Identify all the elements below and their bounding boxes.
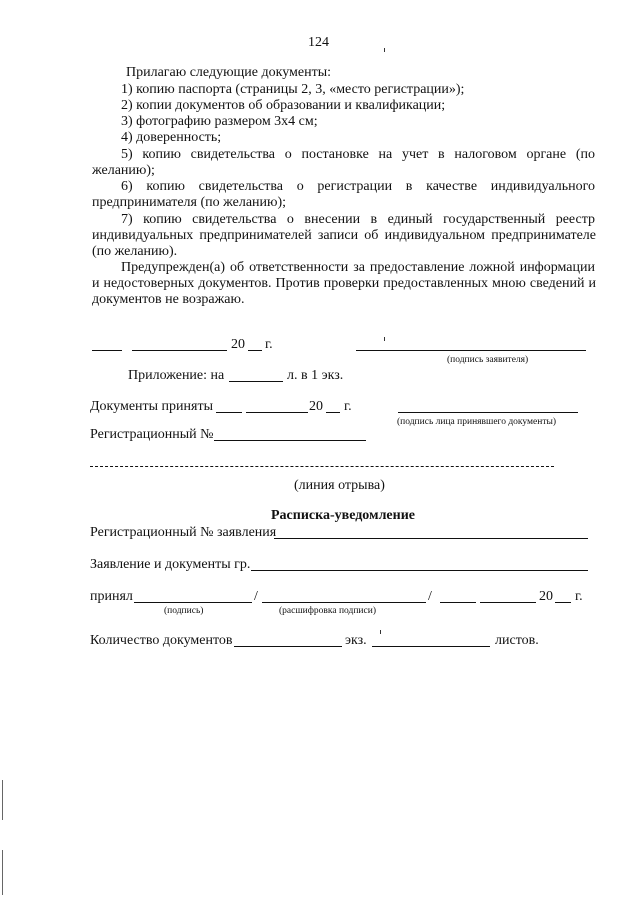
receipt-count-label: Количество документов (90, 633, 233, 648)
receipt-year-prefix: 20 (539, 589, 553, 604)
receipt-citizen-field[interactable] (251, 570, 588, 571)
doc-item-2: 2) копии документов об образовании и квалификации; (121, 98, 446, 113)
doc-item-7-line-2: индивидуальных предпринимателей записи об индивидуальном предпринимателе (92, 228, 596, 243)
docs-accepted-year-field[interactable] (326, 412, 340, 413)
receipt-year-suffix: г. (575, 589, 583, 604)
date-year-field[interactable] (248, 350, 262, 351)
receipt-month-field[interactable] (480, 602, 536, 603)
warning-line-1: Предупрежден(а) об ответственности за предоставление ложной информации (121, 260, 595, 275)
doc-item-7-line-3: (по желанию). (92, 244, 178, 259)
scan-edge-mark (2, 780, 3, 820)
scan-speck (384, 337, 385, 341)
attachment-suffix: л. в 1 экз. (287, 368, 344, 383)
doc-item-3: 3) фотографию размером 3х4 см; (121, 114, 318, 129)
warning-line-3: документов не возражаю. (92, 292, 245, 307)
reg-number-field[interactable] (214, 440, 366, 441)
receipt-statement-label: Заявление и документы гр. (90, 557, 251, 572)
receipt-sheets-label: листов. (495, 633, 539, 648)
receipt-year-field[interactable] (555, 602, 571, 603)
receipt-day-field[interactable] (440, 602, 476, 603)
applicant-signature-caption: (подпись заявителя) (447, 355, 529, 365)
warning-line-2: и недостоверных документов. Против проверки предоставленных мною сведений и (92, 276, 596, 291)
applicant-signature-field[interactable] (356, 350, 586, 351)
docs-accepted-label: Документы приняты (90, 399, 213, 414)
receipt-copies-count-field[interactable] (234, 646, 342, 647)
tear-line-label: (линия отрыва) (294, 478, 385, 493)
receiver-signature-caption: (подпись лица принявшего документы) (397, 417, 557, 427)
doc-item-6-line-1: 6) копию свидетельства о регистрации в качестве индивидуального (121, 179, 595, 194)
doc-item-4: 4) доверенность; (121, 130, 222, 145)
receipt-sheets-count-field[interactable] (372, 646, 490, 647)
scan-speck (384, 48, 385, 52)
receipt-signature-field[interactable] (134, 602, 252, 603)
doc-item-5-line-2: желанию); (92, 163, 155, 178)
receipt-copies-label: экз. (345, 633, 367, 648)
attachment-sheets-field[interactable] (229, 381, 283, 382)
tear-line (90, 466, 554, 467)
reg-number-label: Регистрационный № (90, 427, 214, 442)
receipt-reg-number-label: Регистрационный № заявления (90, 525, 277, 540)
receipt-slash-2: / (428, 589, 432, 604)
docs-accepted-year-prefix: 20 (309, 399, 323, 414)
intro-line: Прилагаю следующие документы: (126, 65, 332, 80)
receipt-decoding-caption: (расшифровка подписи) (279, 606, 376, 616)
date-year-prefix: 20 (231, 337, 245, 352)
doc-item-7-line-1: 7) копию свидетельства о внесении в единый государственный реестр (121, 212, 595, 227)
receiver-signature-field[interactable] (398, 412, 578, 413)
receipt-accepted-label: принял (90, 589, 133, 604)
attachment-label: Приложение: на (128, 368, 225, 383)
receipt-slash-1: / (254, 589, 258, 604)
docs-accepted-day-field[interactable] (216, 412, 242, 413)
docs-accepted-year-suffix: г. (344, 399, 352, 414)
doc-item-5-line-1: 5) копию свидетельства о постановке на учет в налоговом органе (по (121, 147, 595, 162)
receipt-reg-number-field[interactable] (274, 538, 588, 539)
docs-accepted-month-field[interactable] (246, 412, 308, 413)
date-day-field[interactable] (92, 350, 122, 351)
scan-edge-mark (2, 850, 3, 895)
page-number: 124 (308, 35, 329, 50)
doc-item-1: 1) копию паспорта (страницы 2, 3, «место регистрации»); (121, 82, 465, 97)
receipt-decoding-field[interactable] (262, 602, 426, 603)
receipt-title: Расписка-уведомление (271, 508, 415, 523)
receipt-signature-caption: (подпись) (164, 606, 204, 616)
doc-item-6-line-2: предпринимателя (по желанию); (92, 195, 287, 210)
date-month-field[interactable] (132, 350, 227, 351)
scan-speck (380, 630, 381, 634)
date-year-suffix: г. (265, 337, 273, 352)
